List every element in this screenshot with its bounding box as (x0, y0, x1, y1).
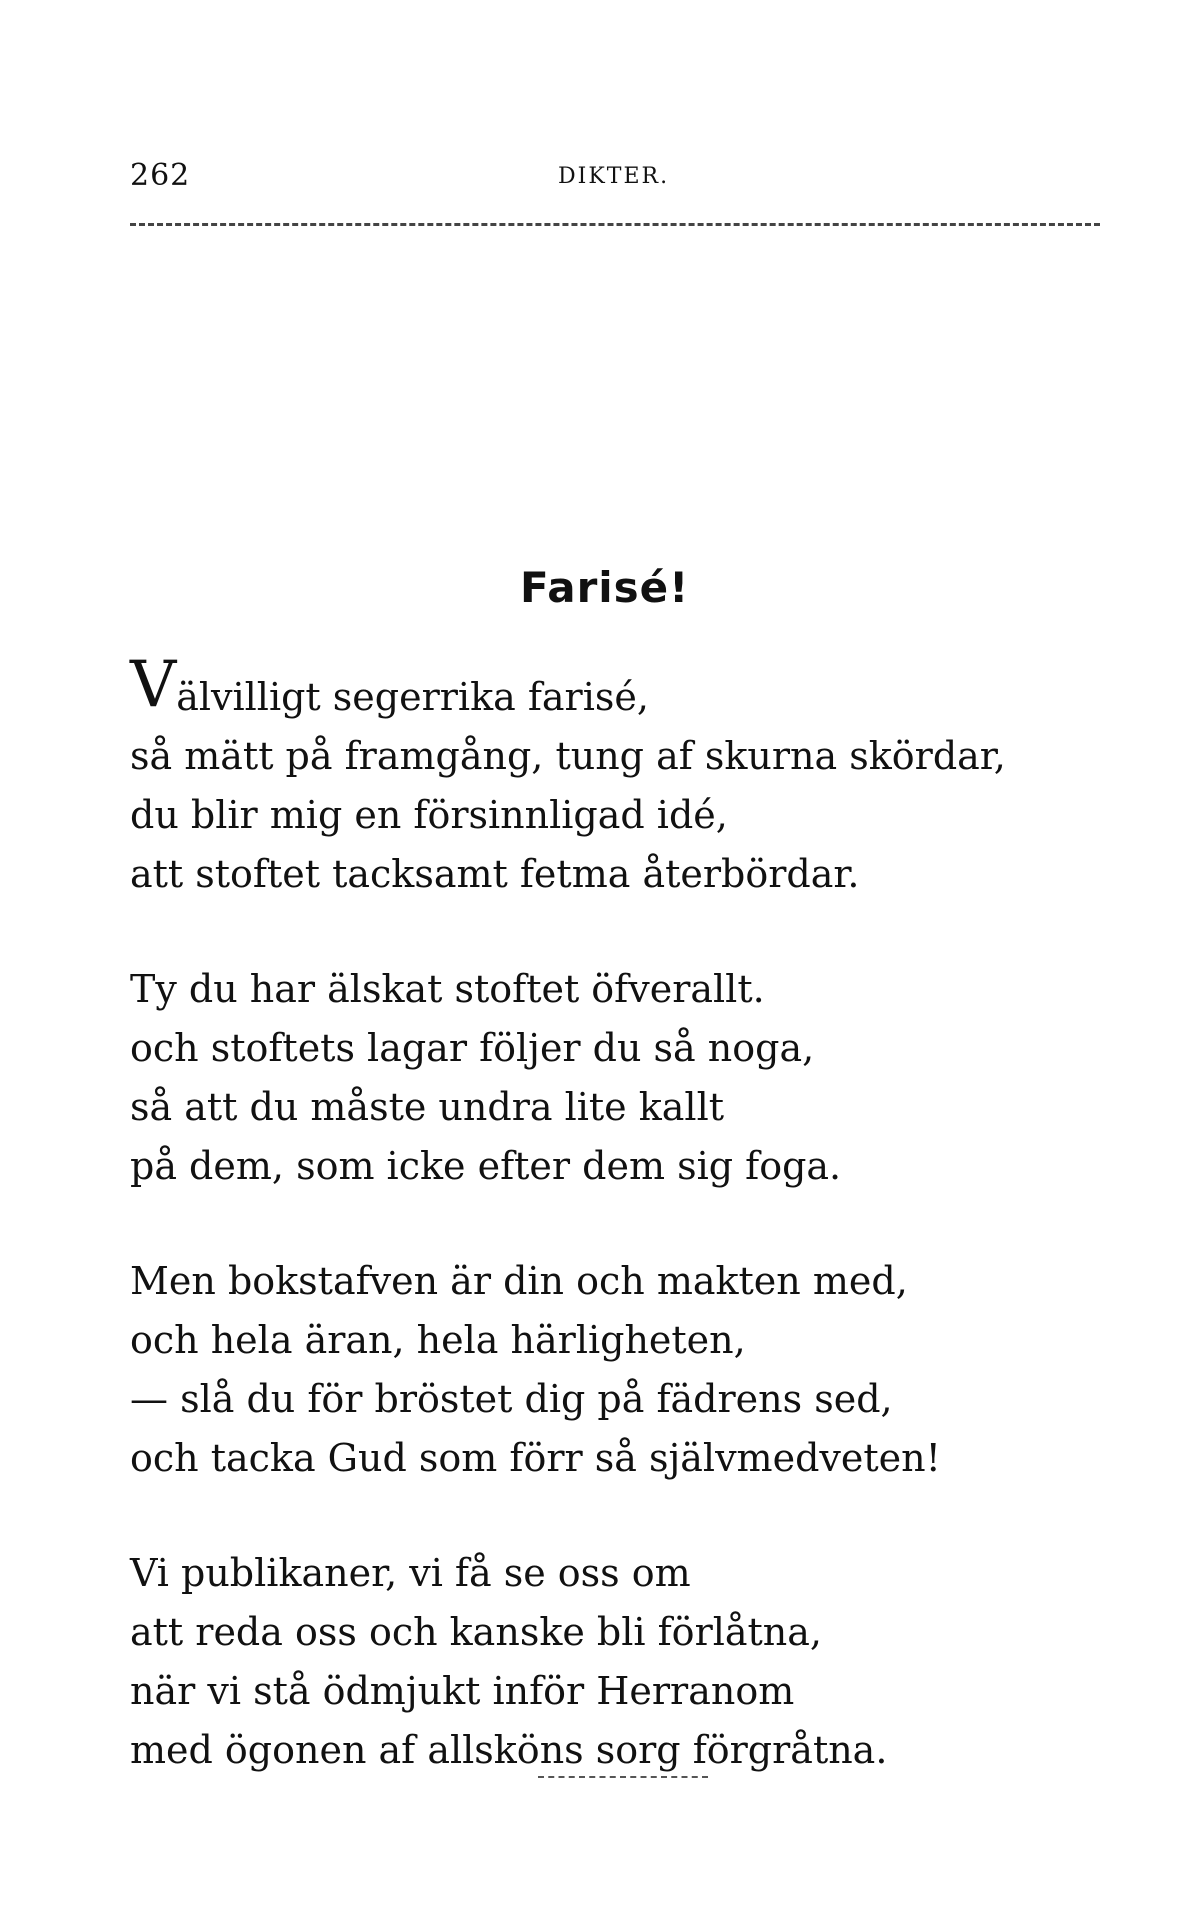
poem-line: Ty du har älskat stoftet öfverallt. (130, 967, 765, 1011)
poem-line: så att du måste undra lite kallt (130, 1085, 724, 1129)
stanza-3 (130, 1252, 1120, 1488)
poem-line: och stoftets lagar följer du så noga, (130, 1026, 815, 1070)
stanza-2 (130, 960, 1120, 1196)
poem-line: Men bokstafven är din och makten med, (130, 1259, 908, 1303)
drop-cap: V (130, 648, 177, 722)
stanza-1 (130, 648, 1120, 904)
end-rule (538, 1776, 708, 1778)
poem-line: med ögonen af allsköns sorg förgråtna. (130, 1728, 888, 1772)
poem-line-text: älvilligt segerrika farisé, (176, 675, 649, 719)
page-header (130, 158, 1120, 198)
stanza-4 (130, 1544, 1120, 1780)
poem-line: så mätt på framgång, tung af skurna skördar, (130, 734, 1006, 778)
poem-line: Vi publikaner, vi få se oss om (130, 1551, 691, 1595)
page-number: 262 (130, 158, 191, 193)
header-rule (130, 223, 1100, 226)
running-head: DIKTER. (558, 164, 670, 189)
poem-line: — slå du för bröstet dig på fädrens sed, (130, 1377, 893, 1421)
poem-line (130, 648, 1120, 727)
poem-line: att reda oss och kanske bli förlåtna, (130, 1610, 823, 1654)
poem-line: på dem, som icke efter dem sig foga. (130, 1144, 842, 1188)
poem-line: och hela äran, hela härligheten, (130, 1318, 746, 1362)
poem-line: att stoftet tacksamt fetma återbördar. (130, 852, 860, 896)
poem-body (130, 648, 1120, 1836)
poem-line: när vi stå ödmjukt inför Herranom (130, 1669, 795, 1713)
poem-line: du blir mig en försinnligad idé, (130, 793, 728, 837)
poem-line: och tacka Gud som förr så självmedveten! (130, 1436, 941, 1480)
poem-title: Farisé! (520, 563, 690, 612)
